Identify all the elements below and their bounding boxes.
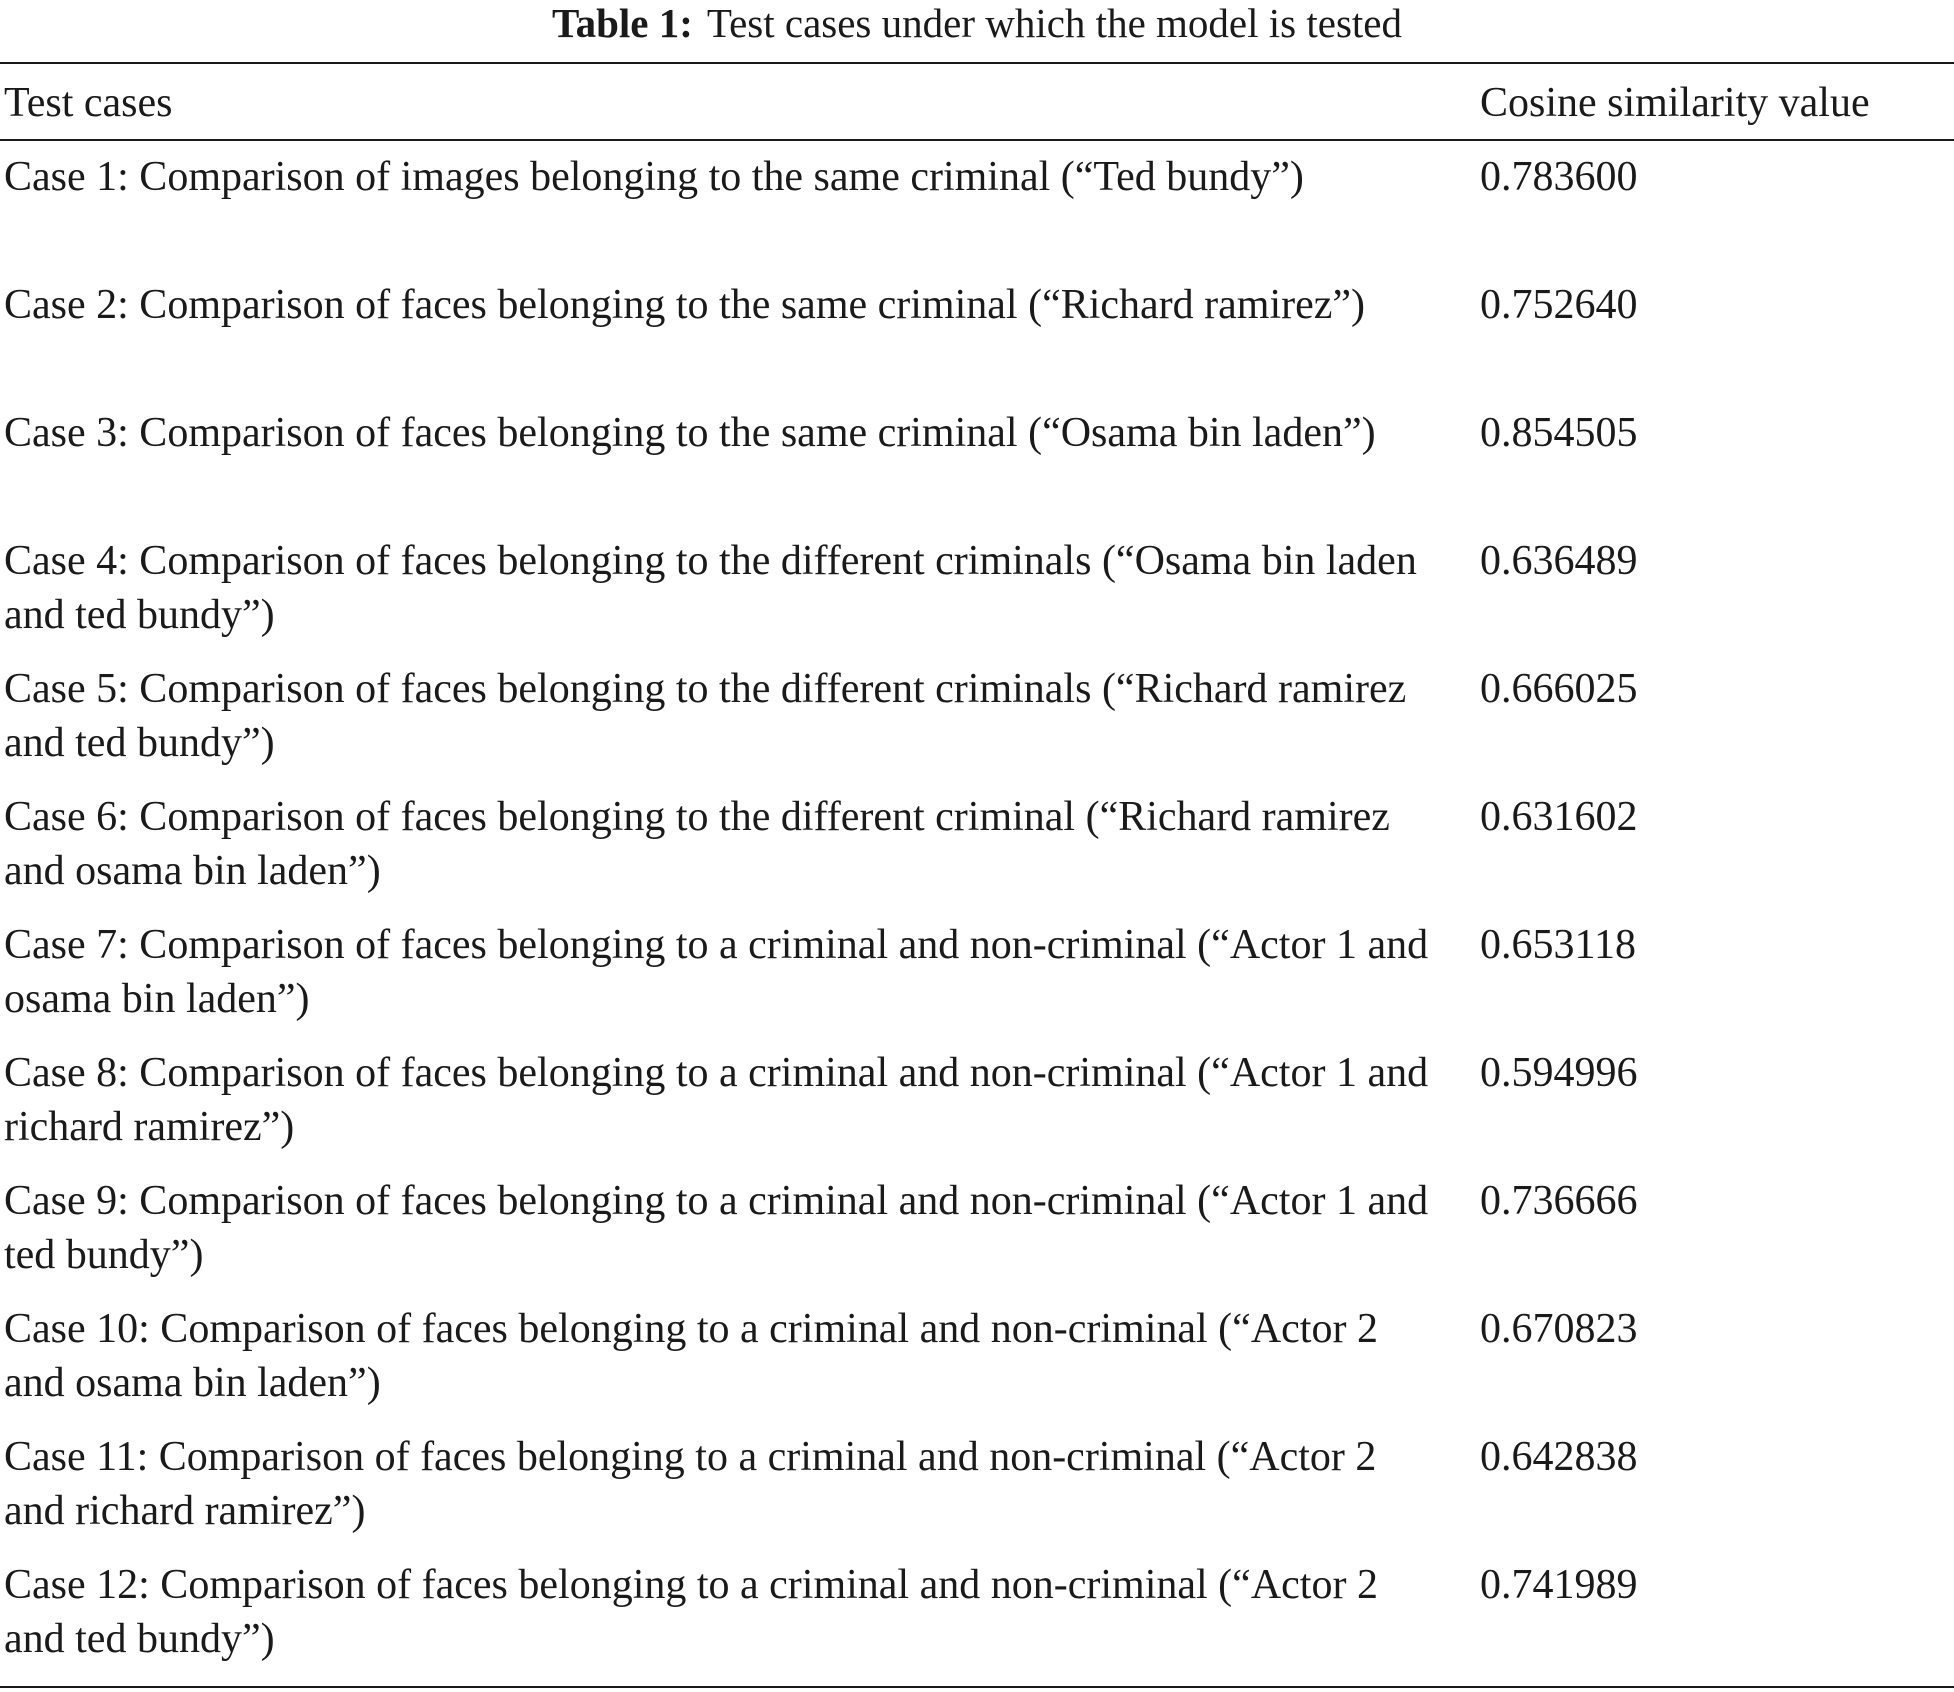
case-cell: Case 8: Comparison of faces belonging to a criminal and non-criminal (“Actor 1 and richard ramirez”) (4, 1050, 1429, 1150)
case-cell: Case 12: Comparison of faces belonging to a criminal and non-criminal (“Actor 2 and ted bundy”) (4, 1562, 1378, 1662)
case-cell: Case 6: Comparison of faces belonging to the different criminal (“Richard ramirez and osama bin laden”) (4, 794, 1390, 894)
table-row (0, 1430, 1954, 1558)
table-row (0, 918, 1954, 1046)
table-row (0, 790, 1954, 918)
value-cell: 0.752640 (1480, 282, 1638, 328)
case-cell: Case 2: Comparison of faces belonging to the same criminal (“Richard ramirez”) (4, 282, 1366, 328)
value-cell: 0.736666 (1480, 1178, 1638, 1224)
header-rule (0, 139, 1954, 141)
table-caption-text: Test cases under which the model is tested (706, 0, 1402, 46)
case-cell: Case 1: Comparison of images belonging to the same criminal (“Ted bundy”) (4, 154, 1304, 200)
header-cosine-similarity: Cosine similarity value (1480, 80, 1870, 126)
value-cell: 0.594996 (1480, 1050, 1638, 1096)
value-cell: 0.642838 (1480, 1434, 1638, 1480)
value-cell: 0.653118 (1480, 922, 1636, 968)
bottom-rule (0, 1686, 1954, 1688)
case-cell: Case 3: Comparison of faces belonging to the same criminal (“Osama bin laden”) (4, 410, 1376, 456)
value-cell: 0.741989 (1480, 1562, 1638, 1608)
value-cell: 0.783600 (1480, 154, 1638, 200)
header-test-cases: Test cases (4, 80, 173, 126)
table-row (0, 278, 1954, 406)
value-cell: 0.636489 (1480, 538, 1638, 584)
top-rule (0, 62, 1954, 64)
case-cell: Case 11: Comparison of faces belonging to a criminal and non-criminal (“Actor 2 and richard ramirez”) (4, 1434, 1377, 1534)
table-caption-label: Table 1: (552, 0, 693, 46)
case-cell: Case 4: Comparison of faces belonging to the different criminals (“Osama bin laden and ted bundy”) (4, 538, 1417, 638)
table-row (0, 534, 1954, 662)
table-row (0, 1046, 1954, 1174)
table-row (0, 662, 1954, 790)
table-header-row (0, 70, 1954, 136)
case-cell: Case 5: Comparison of faces belonging to the different criminals (“Richard ramirez and ted bundy”) (4, 666, 1407, 766)
value-cell: 0.670823 (1480, 1306, 1638, 1352)
value-cell: 0.631602 (1480, 794, 1638, 840)
table-row (0, 150, 1954, 278)
value-cell: 0.854505 (1480, 410, 1638, 456)
table-row (0, 1558, 1954, 1686)
table-row (0, 406, 1954, 534)
case-cell: Case 7: Comparison of faces belonging to a criminal and non-criminal (“Actor 1 and osama bin laden”) (4, 922, 1429, 1022)
case-cell: Case 10: Comparison of faces belonging to a criminal and non-criminal (“Actor 2 and osama bin laden”) (4, 1306, 1378, 1406)
table-row (0, 1302, 1954, 1430)
value-cell: 0.666025 (1480, 666, 1638, 712)
table-caption (0, 0, 1954, 48)
table-row (0, 1174, 1954, 1302)
table-body (0, 150, 1954, 1686)
case-cell: Case 9: Comparison of faces belonging to a criminal and non-criminal (“Actor 1 and ted bundy”) (4, 1178, 1429, 1278)
